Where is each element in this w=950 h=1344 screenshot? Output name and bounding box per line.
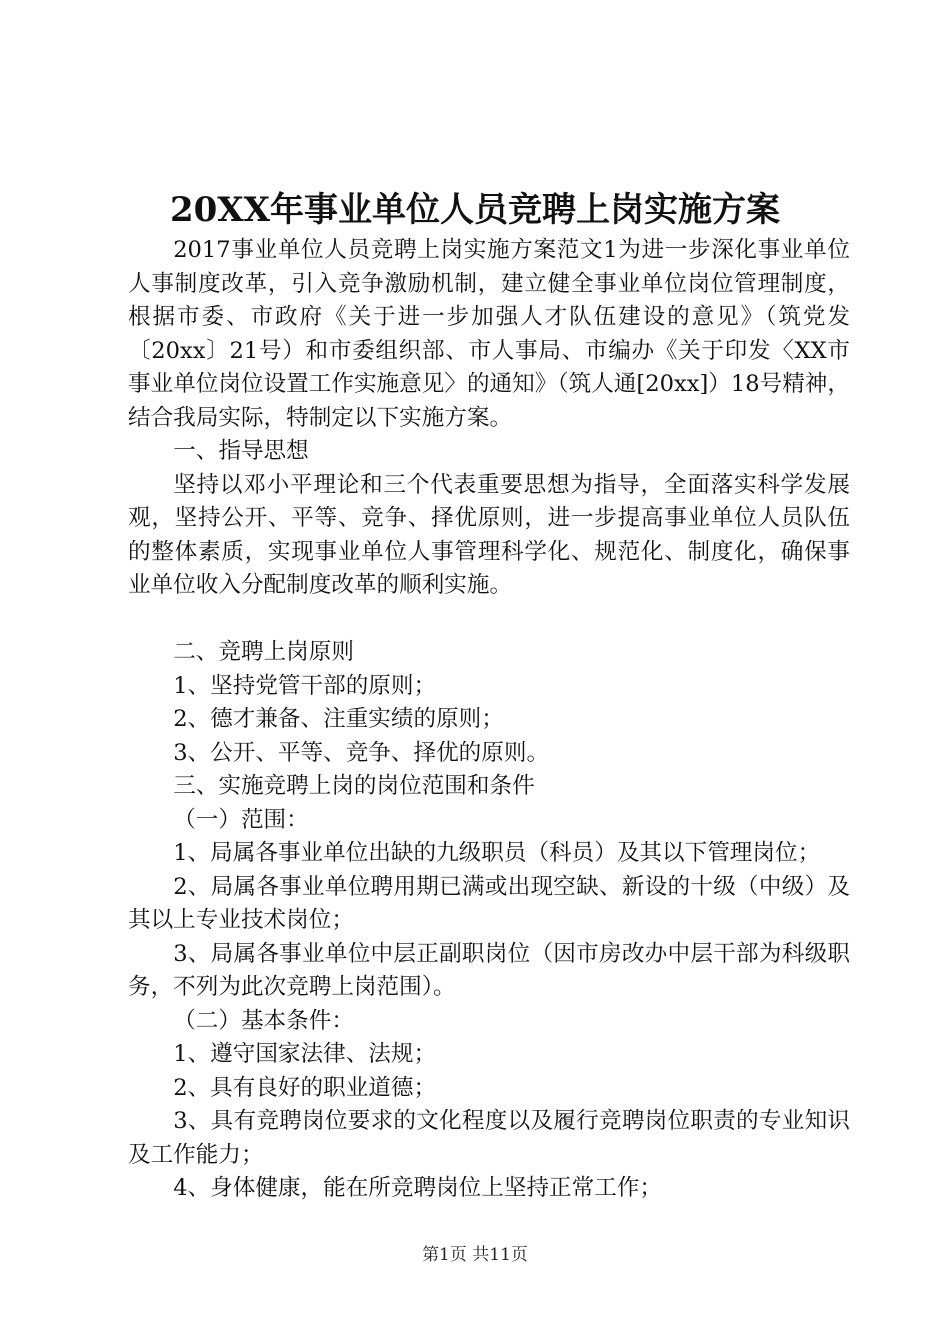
- section-heading-principles: 二、竞聘上岗原则: [173, 639, 354, 665]
- condition-item: 1、遵守国家法律、法规；: [173, 1041, 437, 1067]
- scope-item: 3、局属各事业单位中层正副职岗位（因市房改办中层干部为科级职务，不列为此次竞聘上岗范围）。: [128, 940, 850, 1000]
- intro-paragraph: 2017事业单位人员竞聘上岗实施方案范文1为进一步深化事业单位人事制度改革，引入竞争激励机制，建立健全事业单位岗位管理制度，根据市委、市政府《关于进一步加强人才队伍建设的意见》（筑党发〔20xx〕21号）和市委组织部、市人事局、市编办《关于印发〈XX市事业单位岗位设置工作实施意见〉的通知》（筑人通[20xx]）18号精神，结合我局实际，特制定以下实施方案。: [128, 237, 850, 431]
- scope-item: 1、局属各事业单位出缺的九级职员（科员）及其以下管理岗位；: [173, 840, 821, 866]
- section-heading-scope-conditions: 三、实施竞聘上岗的岗位范围和条件: [173, 773, 535, 799]
- section-heading-guiding-ideology: 一、指导思想: [173, 438, 309, 464]
- blank-line: [128, 603, 850, 637]
- page-indicator: 第1页 共11页: [422, 1245, 528, 1265]
- principle-item: 1、坚持党管干部的原则；: [173, 672, 437, 699]
- document-body: [128, 234, 850, 1206]
- principle-item: 3、公开、平等、竞争、择优的原则。: [173, 739, 550, 766]
- guiding-ideology-paragraph: 坚持以邓小平理论和三个代表重要思想为指导，全面落实科学发展观，坚持公开、平等、竞争、择优原则，进一步提高事业单位人员队伍的整体素质，实现事业单位人事管理科学化、规范化、制度化，确保事业单位收入分配制度改革的顺利实施。: [128, 471, 850, 598]
- condition-item: 4、身体健康，能在所竞聘岗位上坚持正常工作；: [173, 1175, 663, 1201]
- document-title: 20XX年事业单位人员竞聘上岗实施方案: [169, 190, 781, 230]
- subheading-scope: （一）范围：: [173, 806, 309, 833]
- condition-item: 2、具有良好的职业道德；: [173, 1074, 437, 1101]
- subheading-basic-conditions: （二）基本条件：: [173, 1007, 354, 1034]
- condition-item: 3、具有竞聘岗位要求的文化程度以及履行竞聘岗位职责的专业知识及工作能力；: [128, 1108, 850, 1168]
- principle-item: 2、德才兼备、注重实绩的原则；: [173, 706, 504, 732]
- scope-item: 2、局属各事业单位聘用期已满或出现空缺、新设的十级（中级）及其以上专业技术岗位；: [128, 873, 850, 933]
